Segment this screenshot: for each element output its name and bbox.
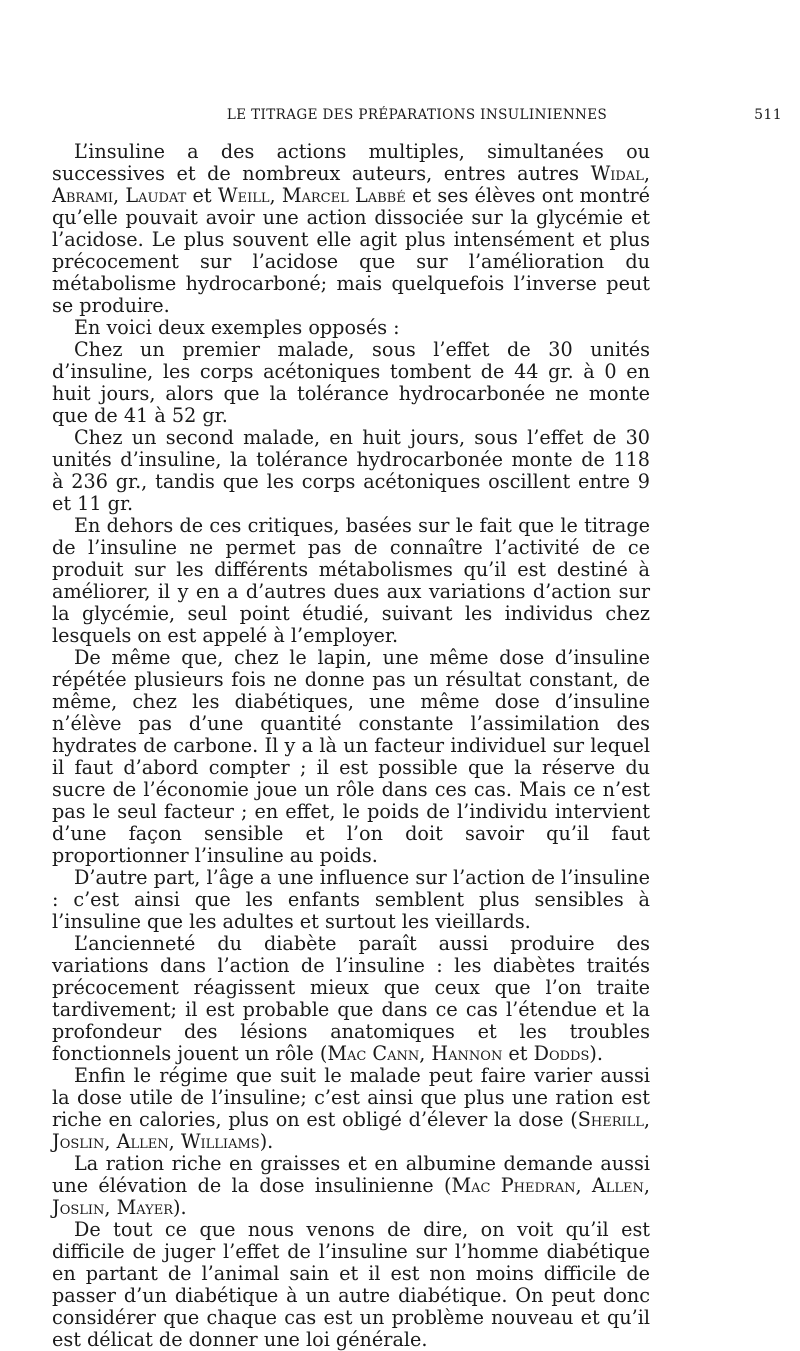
paragraph-4: Chez un second malade, en huit jours, sous l’effet de 30 unités d’insuline, la tolérance hydrocarbonée monte de 118 à 236 gr., tandis que les corps acétoniques oscillent entre 9 et 11 gr. — [52, 426, 650, 515]
author-name: Joslin — [52, 1130, 105, 1153]
author-name: Weill — [217, 184, 270, 207]
paragraph-11: De tout ce que nous venons de dire, on voit qu’il est difficile de juger l’effet de l’insuline sur l’homme diabétique en partant de l’animal sain et il est non moins difficile de passer d’un diabétique à un autre diabétique. On peut donc considérer que chaque cas est un problème nouveau et qu’il est délicat de donner une loi générale. — [52, 1218, 650, 1351]
paragraph-9: Enfin le régime que suit le malade peut faire varier aussi la dose utile de l’insuline; c’est ainsi que plus une ration est riche en calories, plus on est obligé d’élever la dose (Sherill, Joslin, Allen, Williams). — [52, 1064, 650, 1153]
author-name: Sherill — [577, 1108, 644, 1131]
body-text — [52, 141, 650, 1351]
author-name: Widal — [590, 162, 644, 185]
paragraph-1: L’insuline a des actions multiples, simultanées ou successives et de nombreux auteurs, entres autres Widal, Abrami, Laudat et Weill, Marcel Labbé et ses élèves ont montré qu’elle pouvait avoir une action dissociée sur la glycémie et l’acidose. Le plus souvent elle agit plus intensément et plus précocement sur l’acidose que sur l’amélioration du métabolisme hydrocarboné; mais quelquefois l’inverse peut se produire. — [52, 140, 650, 317]
paragraph-8: L’ancienneté du diabète paraît aussi produire des variations dans l’action de l’insuline : les diabètes traités précocement réagissent mieux que ceux que l’on traite tardivement; il est probable que dans ce cas l’étendue et la profondeur des lésions anatomiques et les troubles fonctionnels jouent un rôle (Mac Cann, Hannon et Dodds). — [52, 932, 650, 1065]
author-name: Marcel Labbé — [281, 184, 406, 207]
author-name: Mac Cann — [327, 1042, 420, 1065]
paragraph-6: De même que, chez le lapin, une même dose d’insuline répétée plusieurs fois ne donne pas un résultat constant, de même, chez les diabétiques, une même dose d’insuline n’élève pas d’une quantité constante l’assimilation des hydrates de carbone. Il y a là un facteur individuel sur lequel il faut d’abord compter ; il est possible que la réserve du sucre de l’économie joue un rôle dans ces cas. Mais ce n’est pas le seul facteur ; en effet, le poids de l’individu intervient d’une façon sensible et l’on doit savoir qu’il faut proportionner l’insuline au poids. — [52, 646, 650, 867]
author-name: Joslin — [52, 1196, 105, 1219]
author-name: Mayer — [116, 1196, 173, 1219]
author-name: Laudat — [125, 184, 187, 207]
paragraph-5: En dehors de ces critiques, basées sur le fait que le titrage de l’insuline ne permet pas de connaître l’activité de ce produit sur les différents métabolismes qu’il est destiné à améliorer, il y en a d’autres dues aux variations d’action sur la glycémie, seul point étudié, suivant les individus chez lesquels on est appelé à l’employer. — [52, 514, 650, 647]
paragraph-10: La ration riche en graisses et en albumine demande aussi une élévation de la dose insulinienne (Mac Phedran, Allen, Joslin, Mayer). — [52, 1152, 650, 1219]
paragraph-3: Chez un premier malade, sous l’effet de 30 unités d’insuline, les corps acétoniques tombent de 44 gr. à 0 en huit jours, alors que la tolérance hydrocarbonée ne monte que de 41 à 52 gr. — [52, 338, 650, 427]
author-name: Abrami — [52, 184, 114, 207]
author-name: Mac Phedran — [451, 1174, 576, 1197]
author-name: Hannon — [431, 1042, 503, 1065]
paragraph-7: D’autre part, l’âge a une influence sur l’action de l’insuline : c’est ainsi que les enfants semblent plus sensibles à l’insuline que les adultes et surtout les vieillards. — [52, 866, 650, 933]
running-title: LE TITRAGE DES PRÉPARATIONS INSULINIENNES — [226, 107, 608, 123]
author-name: Dodds — [533, 1042, 590, 1065]
author-name: Williams — [180, 1130, 260, 1153]
running-head — [52, 107, 782, 127]
page-number: 511 — [754, 107, 782, 123]
author-name: Allen — [116, 1130, 169, 1153]
author-name: Allen — [591, 1174, 644, 1197]
paragraph-2: En voici deux exemples opposés : — [74, 316, 400, 339]
